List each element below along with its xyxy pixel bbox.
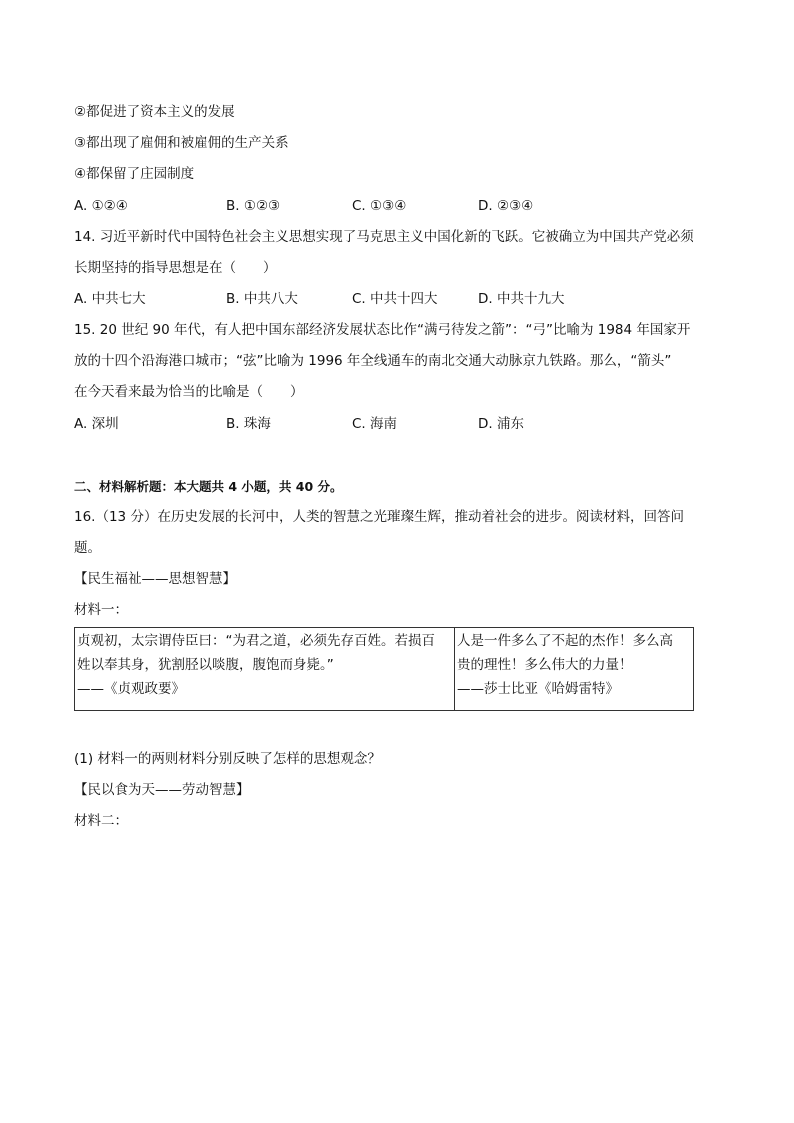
left-cell-line-2: 姓以奉其身，犹割胫以啖腹，腹饱而身毙。”: [77, 657, 334, 673]
q15-line-2: 放的十四个沿海港口城市；“弦”比喻为 1996 年全线通车的南北交通大动脉京九铁路。那么，“箭头”: [74, 353, 672, 369]
q14-option-b: B. 中共八大: [226, 291, 298, 307]
material1-label: 材料一：: [74, 602, 128, 618]
q13-item-2: ②都促进了资本主义的发展: [74, 104, 235, 120]
q14-option-d: D. 中共十九大: [478, 291, 565, 307]
q13-option-a: A. ①②④: [74, 198, 128, 214]
q16-intro-line-2: 题。: [74, 540, 101, 556]
left-cell-line-1: 贞观初，太宗谓侍臣曰：“为君之道，必须先存百姓。若损百: [77, 633, 435, 649]
q15-line-1: 15. 20 世纪 90 年代，有人把中国东部经济发展状态比作“满弓待发之箭”：“弓”比喻为 1984 年国家开: [74, 322, 691, 338]
q15-option-d: D. 浦东: [478, 416, 524, 432]
q14-line-1: 14. 习近平新时代中国特色社会主义思想实现了马克思主义中国化新的飞跃。它被确立为中国共产党必须: [74, 229, 694, 245]
q16-intro-line-1: 16.（13 分）在历史发展的长河中，人类的智慧之光璀璨生辉，推动着社会的进步。阅读材料，回答问: [74, 509, 684, 525]
q13-option-c: C. ①③④: [352, 198, 407, 214]
left-cell-source: ——《贞观政要》: [77, 681, 185, 697]
q13-option-d: D. ②③④: [478, 198, 534, 214]
q16-part2-title: 【民以食为天——劳动智慧】: [74, 782, 250, 798]
section2-heading: 二、材料解析题：本大题共 4 小题，共 40 分。: [74, 479, 343, 494]
q13-item-4: ④都保留了庄园制度: [74, 166, 195, 182]
right-cell-line-1: 人是一件多么了不起的杰作！多么高: [457, 633, 673, 649]
q16-question-1: (1) 材料一的两则材料分别反映了怎样的思想观念？: [74, 751, 381, 767]
material1-right-cell: [455, 628, 693, 710]
q14-options: [74, 290, 734, 308]
q15-option-c: C. 海南: [352, 416, 398, 432]
q14-line-2: 长期坚持的指导思想是在（ ）: [74, 260, 277, 276]
q15-line-3: 在今天看来最为恰当的比喻是（ ）: [74, 384, 304, 400]
q15-option-a: A. 深圳: [74, 416, 119, 432]
q14-option-a: A. 中共七大: [74, 291, 146, 307]
material1-left-cell: [75, 628, 455, 710]
q16-part1-title: 【民生福祉——思想智慧】: [74, 571, 236, 587]
q13-item-3: ③都出现了雇佣和被雇佣的生产关系: [74, 135, 289, 151]
material2-label: 材料二：: [74, 813, 128, 829]
q14-option-c: C. 中共十四大: [352, 291, 438, 307]
q13-option-b: B. ①②③: [226, 198, 281, 214]
q15-option-b: B. 珠海: [226, 416, 271, 432]
right-cell-line-2: 贵的理性！多么伟大的力量！: [457, 657, 633, 673]
right-cell-source: ——莎士比亚《哈姆雷特》: [457, 681, 619, 697]
material1-table: [74, 627, 694, 711]
q15-options: [74, 415, 734, 433]
q13-options: [74, 197, 734, 215]
